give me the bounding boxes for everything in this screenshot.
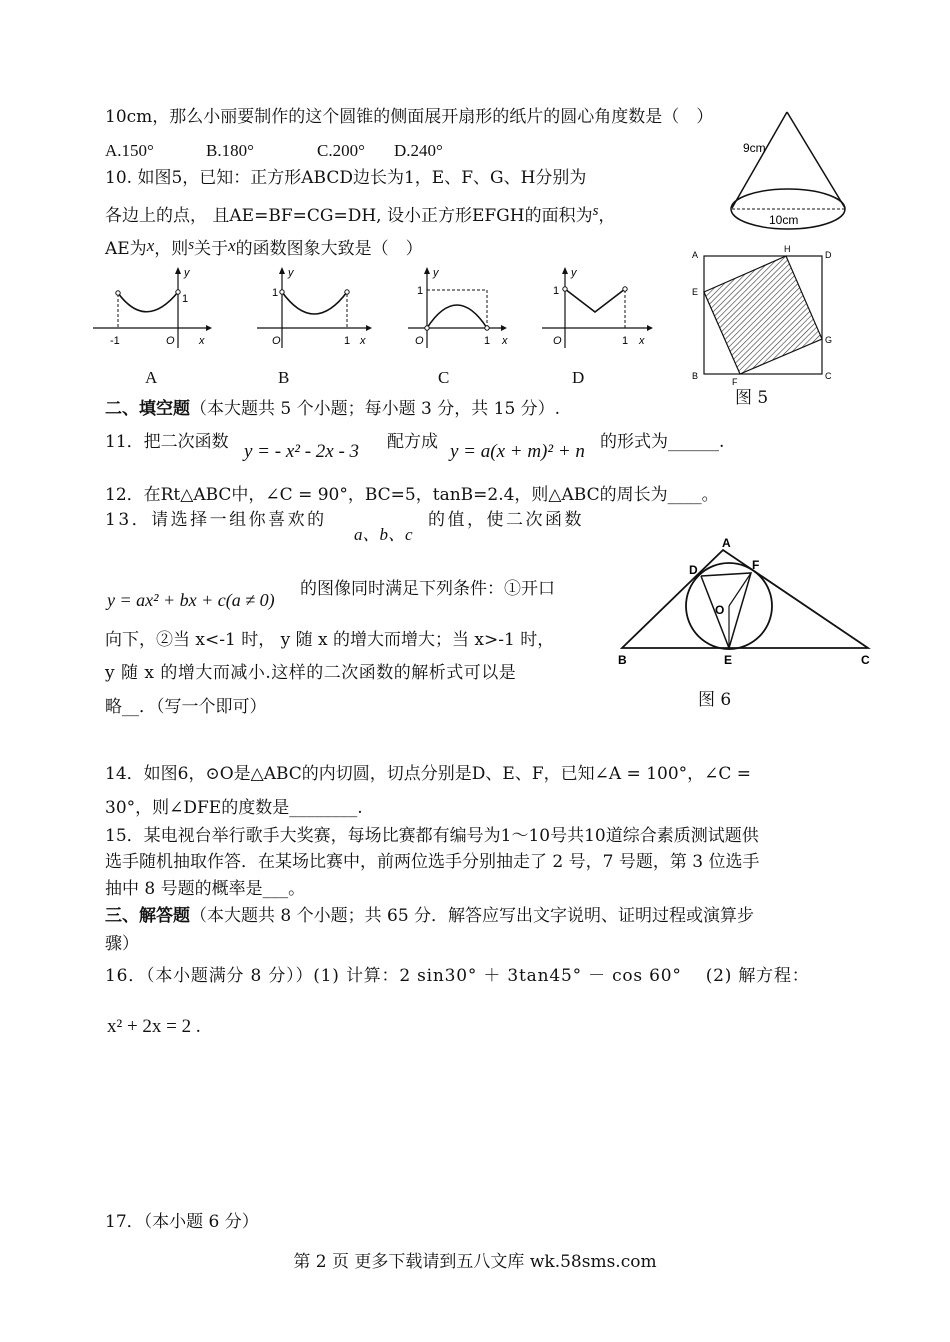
fig5-label-c: C — [825, 371, 832, 381]
fig5-label-f: F — [732, 377, 738, 387]
graph-c — [403, 266, 528, 351]
var-x-2: x — [228, 236, 236, 255]
q13-formula: y = ax² + bx + c(a ≠ 0) — [107, 590, 275, 610]
graph-label-c: C — [438, 368, 450, 387]
graph-a-y: y — [184, 267, 190, 279]
graph-c-x1: 1 — [484, 335, 491, 347]
graph-b-one: 1 — [272, 287, 279, 299]
q9-option-b: B.180° — [206, 141, 254, 160]
fig5-label-g: G — [825, 335, 833, 345]
cone-diameter-label: 10cm — [769, 213, 799, 227]
graph-d-one: 1 — [553, 285, 560, 297]
q10-line2-tail: ， — [598, 206, 616, 226]
fig5-label-e: E — [692, 287, 699, 297]
section-3-heading — [105, 905, 754, 927]
var-s-2: s — [188, 237, 195, 253]
cone-figure — [725, 108, 855, 238]
section-2-heading — [105, 398, 560, 420]
page-footer: 第 2 页 更多下载请到五八文库 wk.58sms.com — [293, 1252, 657, 1272]
q9-option-d: D.240° — [394, 141, 443, 160]
graph-b-x1: 1 — [344, 335, 351, 347]
section-2-desc: （本大题共 5 个小题；每小题 3 分，共 15 分）. — [190, 399, 561, 419]
graph-a-one: 1 — [182, 293, 189, 305]
graph-a-neg1: -1 — [110, 335, 120, 347]
graph-a-x: x — [199, 335, 205, 347]
section-3-desc: （本大题共 8 个小题；共 65 分．解答应写出文字说明、证明过程或演算步 — [190, 906, 755, 926]
q9-option-a: A.150° — [105, 141, 154, 160]
q10-line3-c: 关于 — [194, 239, 229, 259]
fig6-label-e: E — [724, 653, 733, 667]
q13-line1b: 的值，使二次函数 — [428, 510, 584, 530]
fig6-label-b: B — [618, 653, 627, 667]
graph-b-origin: O — [272, 335, 281, 347]
graph-c-origin: O — [415, 335, 424, 347]
graph-a-origin: O — [166, 335, 175, 347]
q10-line3-b: ，则 — [154, 239, 189, 259]
q15-line2: 选手随机抽取作答．在某场比赛中，前两位选手分别抽走了 2 号，7 号题，第 3 位选手 — [105, 852, 760, 872]
fig5-label-a: A — [692, 250, 699, 260]
q9-option-c: C.200° — [317, 141, 365, 160]
q10-line3 — [105, 234, 423, 260]
q13-line3: 向下，②当 x<-1 时， y 随 x 的增大而增大；当 x>-1 时， — [105, 630, 555, 650]
fig6-label-o: O — [715, 603, 725, 617]
section-2-title: 二、填空题 — [105, 399, 190, 419]
fig5-label-h: H — [784, 244, 791, 254]
graph-b — [252, 266, 377, 351]
q13-vars: a、b、c — [354, 525, 413, 544]
graph-c-one: 1 — [417, 285, 424, 297]
q11-prefix: 11．把二次函数 — [105, 432, 229, 452]
graph-label-a: A — [145, 368, 158, 387]
graph-d-x1: 1 — [622, 335, 629, 347]
q10-line2 — [105, 200, 615, 227]
var-x: x — [146, 236, 155, 255]
fig6-label-d: D — [689, 563, 698, 577]
figure-6 — [612, 538, 882, 673]
graph-b-y: y — [288, 267, 294, 279]
graph-a — [88, 266, 213, 351]
q10-line1: 10. 如图5，已知：正方形ABCD边长为1，E、F、G、H分别为 — [105, 168, 587, 188]
q16-formula: x² + 2x = 2 . — [107, 1016, 201, 1037]
q14-line2: 30°，则∠DFE的度数是________. — [105, 798, 363, 818]
q15-line3: 抽中 8 号题的概率是___。 — [105, 879, 306, 899]
fig6-caption: 图 6 — [698, 690, 732, 710]
q13-line5: 略__．（写一个即可） — [105, 697, 267, 717]
q10-line2-text: 各边上的点， 且AE=BF=CG=DH, 设小正方形EFGH的面积为 — [105, 206, 593, 226]
section-3-title: 三、解答题 — [105, 906, 190, 926]
q11-middle: 配方成 — [387, 432, 438, 452]
q11-formula2: y = a(x + m)² + n — [450, 441, 585, 462]
var-s: s — [592, 203, 599, 219]
q12-text: 12．在Rt△ABC中，∠C = 90°，BC=5，tanB=2.4，则△ABC的周长为____。 — [105, 485, 719, 505]
graph-d-origin: O — [553, 335, 562, 347]
q9-line: 10cm，那么小丽要制作的这个圆锥的侧面展开扇形的纸片的圆心角度数是（ ） — [105, 107, 714, 127]
graph-label-d: D — [572, 368, 585, 387]
q13-line1a: 13．请选择一组你喜欢的 — [105, 510, 327, 530]
q14-line1: 14．如图6，⊙O是△ABC的内切圆，切点分别是D、E、F，已知∠A = 100°，∠C = — [105, 764, 752, 784]
graph-c-x: x — [502, 335, 508, 347]
graph-d-x: x — [639, 335, 645, 347]
figure-5 — [690, 244, 840, 389]
fig5-label-d: D — [825, 250, 832, 260]
q11-formula1: y = - x² - 2x - 3 — [244, 441, 360, 462]
graph-b-x: x — [360, 335, 366, 347]
q16-line1: 16．（本小题满分 8 分））(1) 计算：2 sin30° ＋ 3tan45° － cos 60° (2) 解方程： — [105, 966, 810, 986]
q13-line2b: 的图像同时满足下列条件：①开口 — [300, 579, 555, 599]
cone-slant-label: 9cm — [743, 141, 766, 155]
graph-d-y: y — [571, 267, 577, 279]
fig6-label-c: C — [861, 653, 870, 667]
q13-line4: y 随 x 的增大而减小.这样的二次函数的解析式可以是 — [105, 663, 517, 683]
fig6-label-a: A — [722, 536, 731, 550]
q11-suffix: 的形式为______. — [600, 432, 725, 452]
fig6-label-f: F — [752, 558, 760, 572]
q10-line3-a: AE为 — [105, 239, 147, 259]
graph-label-b: B — [278, 368, 290, 387]
q10-line3-d: 的函数图象大致是（ ） — [235, 239, 423, 259]
q17-text: 17．（本小题 6 分） — [105, 1212, 259, 1232]
fig5-label-b: B — [692, 371, 699, 381]
section-3-desc2: 骤） — [105, 934, 139, 954]
graph-c-y: y — [433, 267, 439, 279]
fig5-caption: 图 5 — [735, 388, 769, 408]
graph-d — [537, 266, 662, 351]
q15-line1: 15．某电视台举行歌手大奖赛，每场比赛都有编号为1～10号共10道综合素质测试题供 — [105, 826, 759, 846]
